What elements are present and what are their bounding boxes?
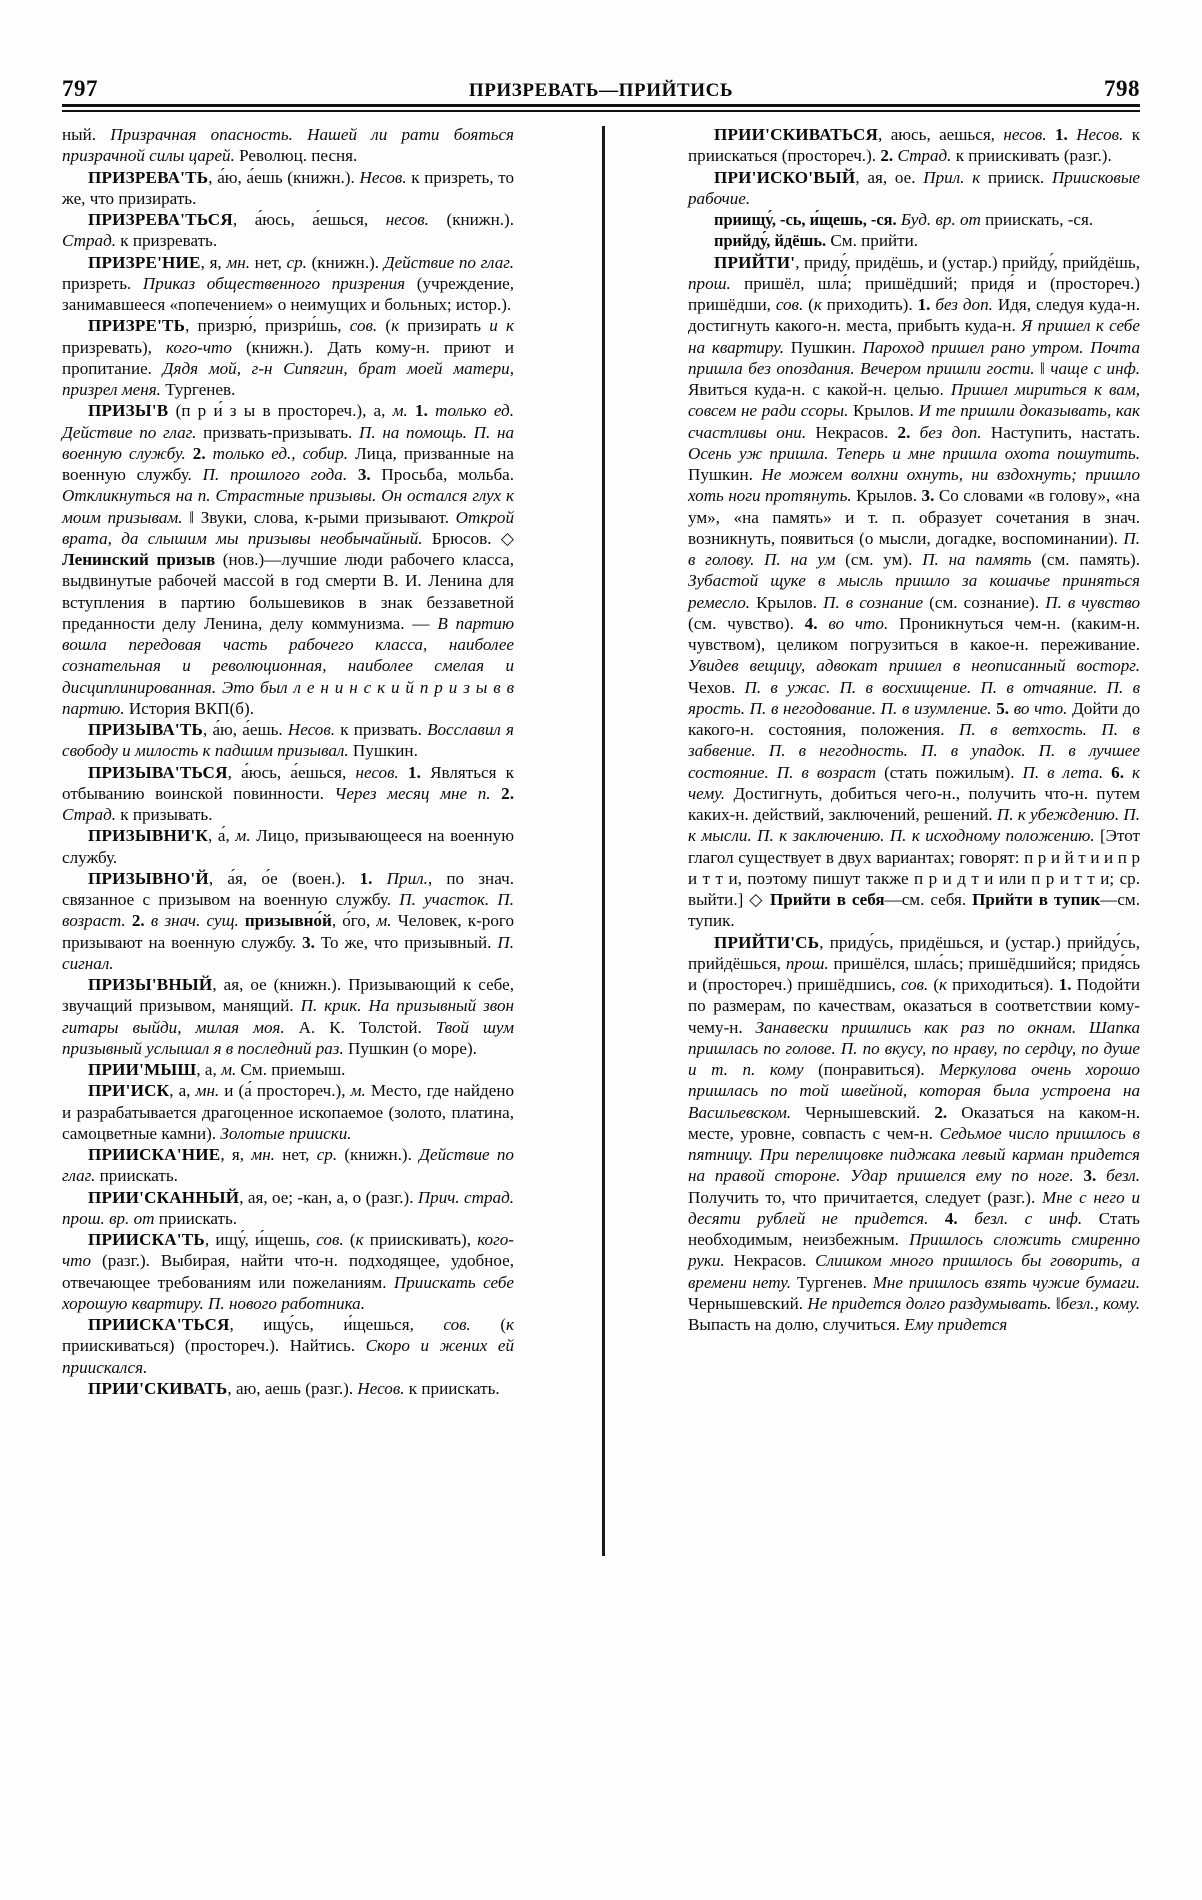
dictionary-entry bbox=[62, 825, 514, 868]
header-rule-thin bbox=[62, 110, 1140, 112]
dictionary-entry bbox=[62, 167, 514, 210]
dictionary-entry bbox=[62, 868, 514, 974]
text-body bbox=[62, 124, 1140, 1864]
entry-headword: ПРИЗРЕВА'ТЬСЯ bbox=[88, 210, 233, 229]
entry-definition: , приду́, придёшь, и (устар.) прийду́, прийдёшь, прош. пришёл, шла́; пришёдший; придя́ и (простореч.) пришёдши, сов. (к приходить). 1. без доп. Идя, следуя куда-н. достигнуть какого-н. места, прибыть куда-н. Я пришел к себе на квартиру. Пушкин. Пароход пришел рано утром. Почта пришла без опоздания. Вечером пришли гости. ‖ чаще с инф. Явиться куда-н. с какой-н. целью. Пришел мириться к вам, совсем не ради ссоры. Крылов. И те пришли доказывать, как счастливы они. Некрасов. 2. без доп. Наступить, настать. Осень уж пришла. Теперь и мне пришла охота пошутить. Пушкин. Не можем волхни охнуть, ни вздохнуть; пришло хоть ноги протянуть. Крылов. 3. Со словами «в голову», «на ум», «на память» и т. п. образует сочетания в знач. возникнуть, появиться (о мысли, догадке, воспоминании). П. в голову. П. на ум (см. ум). П. на память (см. память). Зубастой щуке в мысль пришло за кошачье приняться ремесло. Крылов. П. в сознание (см. сознание). П. в чувство (см. чувство). 4. во что. Проникнуться чем-н. (каким-н. чувством), целиком погрузиться в какое-н. переживание. Увидев вещицу, адвокат пришел в неописанный восторг. Чехов. П. в ужас. П. в восхищение. П. в отчаяние. П. в ярость. П. в негодование. П. в изумление. 5. во что. Дойти до какого-н. состояния, положения. П. в ветхость. П. в забвение. П. в негодность. П. в упадок. П. в лучшее состояние. П. в возраст (стать пожилым). П. в лета. 6. к чему. Достигнуть, добиться чего-н., получить что-н. путем каких-н. действий, заключений, решений. П. к убеждению. П. к мысли. П. к заключению. П. к исходному положению. [Этот глагол существует в двух вариантах; говорят: п р и й т и и п р и т т и, поэтому пишут также п р и д т и или п р и т т и; ср. выйти.] ◇ Прийти в себя—см. себя. Прийти в тупик—см. тупик. bbox=[688, 252, 1141, 931]
column-right bbox=[688, 124, 1140, 1335]
dictionary-entry bbox=[62, 315, 514, 400]
dictionary-entry bbox=[688, 124, 1140, 167]
entry-definition: , аюсь, аешься, несов. 1. Несов. к приискаться (простореч.). 2. Страд. к приискивать (разг.). bbox=[688, 125, 1140, 166]
entry-definition: (п р и́ з ы в простореч.), а, м. 1. только ед. Действие по глаг. призвать-призывать. П. на помощь. П. на военную службу. 2. только ед., собир. Лица, призванные на военную службу. П. прошлого года. 3. Просьба, мольба. Откликнуться на п. Страстные призывы. Он остался глух к моим призывам. ‖ Звуки, слова, к-рыми призывают. Открой врата, да слышим мы призывы необычайный. Брюсов. ◇ Ленинский призыв (нов.)—лучшие люди рабочего класса, выдвинутые рабочей массой в год смерти В. И. Ленина для вступления в партию большевиков в знак беззаветной преданности делу Ленина, делу коммунизма. — В партию вошла передовая часть рабочего класса, наиболее сознательная и революционная, наиболее смелая и дисциплинированная. Это был л е н и н с к и й п р и з ы в в партию. История ВКП(б). bbox=[62, 401, 515, 718]
running-head bbox=[62, 62, 1140, 102]
entry-headword: прийду́, йдёшь. bbox=[714, 231, 827, 251]
entry-definition: , приду́сь, придёшься, и (устар.) прийду́сь, прийдёшься, прош. пришёлся, шла́сь; пришёдшийся; придя́сь и (простореч.) пришёдшись, сов. (к приходиться). 1. Подойти по размерам, по качествам, оказаться в соответствии кому-чему-н. Занавески пришлись как раз по окнам. Шапка пришлась по голове. П. по вкусу, по нраву, по сердцу, по душе и т. п. кому (понравиться). Меркулова очень хорошо пришлась по той швейной, которая была устроена на Васильевском. Чернышевский. 2. Оказаться на каком-н. месте, уровне, совпасть с чем-н. Седьмое число пришлось в пятницу. При перелицовке пиджака левый карман придется на правой стороне. Удар пришелся ему по ноге. 3. безл. Получить то, что причитается, следует (разг.). Мне с него и десяти рублей не придется. 4. безл. с инф. Стать необходимым, неизбежным. Пришлось сложить смиренно руки. Некрасов. Слишком много пришлось бы говорить, а времени нету. Тургенев. Мне пришлось взять чужие бумаги. Чернышевский. Не придется долго раздумывать. ‖безл., кому. Выпасть на долю, случиться. Ему придется bbox=[688, 932, 1141, 1334]
entry-definition: , аю, аешь (разг.). Несов. к приискать. bbox=[227, 1378, 500, 1398]
entry-definition: , ая, ое (книжн.). Призывающий к себе, звучащий призывом, манящий. П. крик. На призывный звон гитары выйди, милая моя. А. К. Толстой. Твой шум призывный услышал я в последний раз. Пушкин (о море). bbox=[62, 975, 515, 1058]
entry-definition: , ищу́, и́щешь, сов. (к приискивать), кого-что (разг.). Выбирая, найти что-н. подходящее, удобное, отвечающее требованиям или пожеланиям. Приискать себе хорошую квартиру. П. нового работника. bbox=[62, 1230, 515, 1313]
entry-headword: ПРИЗЫ'ВНЫЙ bbox=[88, 975, 213, 994]
entry-list-left bbox=[62, 167, 514, 1400]
dictionary-entry bbox=[62, 400, 514, 719]
entry-list-right bbox=[688, 124, 1140, 1335]
entry-headword: ПРИЗЫВНИ'К bbox=[88, 826, 208, 846]
dictionary-entry bbox=[62, 1314, 514, 1378]
entry-headword: ПРИИСКА'ТЬ bbox=[88, 1230, 205, 1249]
entry-headword: ПРИЗРЕ'ТЬ bbox=[88, 316, 186, 336]
entry-headword: ПРИЗЫВА'ТЬСЯ bbox=[88, 762, 228, 782]
folio-right: 798 bbox=[1104, 76, 1140, 101]
entry-definition: , а́, м. Лицо, призывающееся на военную службу. bbox=[62, 826, 514, 867]
dictionary-entry bbox=[688, 230, 1140, 251]
entry-headword: ПРИИСКА'ТЬСЯ bbox=[88, 1315, 230, 1334]
entry-headword: ПРИЗРЕ'НИЕ bbox=[88, 252, 201, 272]
entry-headword: ПРИ'ИСК bbox=[88, 1081, 170, 1101]
folio-left: 797 bbox=[62, 76, 98, 101]
header-rule-thick bbox=[62, 104, 1140, 107]
dictionary-entry bbox=[62, 762, 514, 826]
entry-headword: ПРИИ'МЫШ bbox=[88, 1060, 197, 1079]
dictionary-entry bbox=[62, 209, 514, 252]
entry-definition: , я, мн. нет, ср. (книжн.). Действие по глаг. призреть. Приказ общественного призрения (учреждение, занимавшееся «попечением» о неимущих и больных; истор.). bbox=[62, 252, 514, 314]
entry-headword: ПРИЗЫВНО'Й bbox=[88, 868, 209, 888]
entry-definition: См. прийти. bbox=[826, 231, 919, 251]
dictionary-entry bbox=[688, 167, 1140, 210]
dictionary-entry bbox=[62, 1144, 514, 1187]
entry-headword: ПРИИ'СКИВАТЬ bbox=[88, 1378, 228, 1398]
entry-headword: ПРИЙТИ'СЬ bbox=[714, 932, 820, 952]
entry-definition: , а́ю, а́ешь. Несов. к призвать. Восславил я свободу и милость к падшим призывал. Пушкин. bbox=[62, 720, 515, 761]
dictionary-entry bbox=[62, 719, 514, 762]
entry-definition: , а́юсь, а́ешься, несов. 1. Являться к отбыванию воинской повинности. Через месяц мне п. 2. Страд. к призывать. bbox=[62, 762, 514, 824]
entry-definition: , ищу́сь, и́щешься, сов. (к приискиваться) (простореч.). Найтись. Скоро и жених ей приискался. bbox=[62, 1315, 515, 1377]
column-left bbox=[62, 124, 514, 1399]
entry-definition: , ая, ое. Прил. к прииск. Приисковые рабочие. bbox=[688, 167, 1141, 208]
dictionary-entry bbox=[62, 974, 514, 1059]
entry-definition: , я, мн. нет, ср. (книжн.). Действие по глаг. приискать. bbox=[62, 1145, 514, 1186]
dictionary-entry bbox=[62, 1378, 514, 1399]
entry-headword: ПРИИСКА'НИЕ bbox=[88, 1145, 221, 1164]
column-divider bbox=[602, 126, 605, 1556]
entry-definition: , а́я, о́е (воен.). 1. Прил., по знач. связанное с призывом на военную службу. П. участок. П. возраст. 2. в знач. сущ. призывно́й, о́го, м. Человек, к-рого призывают на военную службу. 3. То же, что призывный. П. сигнал. bbox=[62, 868, 515, 973]
running-head-title: ПРИЗРЕВАТЬ—ПРИЙТИСЬ bbox=[468, 80, 734, 101]
entry-headword: ПРИЗРЕВА'ТЬ bbox=[88, 167, 209, 187]
entry-headword: ПРИЙТИ' bbox=[714, 252, 796, 272]
continuation-paragraph: ный. Призрачная опасность. Нашей ли рати бояться призрачной силы царей. Революц. песня. bbox=[62, 125, 515, 166]
entry-definition: , ая, ое; -кан, а, о (разг.). Прич. страд. прош. вр. от приискать. bbox=[62, 1187, 514, 1228]
entry-definition: Буд. вр. от приискать, -ся. bbox=[900, 210, 1094, 229]
entry-definition: , а́ю, а́ешь (книжн.). Несов. к призреть, то же, что призирать. bbox=[62, 167, 514, 208]
entry-definition: , а́юсь, а́ешься, несов. (книжн.). Страд. к призревать. bbox=[62, 210, 514, 251]
dictionary-entry bbox=[62, 1080, 514, 1144]
dictionary-entry bbox=[62, 252, 514, 316]
entry-headword: ПРИЗЫВА'ТЬ bbox=[88, 720, 203, 739]
entry-headword: ПРИИ'СКИВАТЬСЯ bbox=[714, 125, 879, 144]
dictionary-entry bbox=[62, 1229, 514, 1314]
dictionary-entry bbox=[62, 1187, 514, 1230]
entry-headword: ПРИЗЫ'В bbox=[88, 401, 169, 421]
entry-headword: ПРИИ'СКАННЫЙ bbox=[88, 1187, 240, 1207]
entry-headword: ПРИ'ИСКО'ВЫЙ bbox=[714, 167, 856, 187]
dictionary-entry bbox=[688, 932, 1140, 1336]
dictionary-entry bbox=[688, 252, 1140, 932]
dictionary-entry bbox=[62, 1059, 514, 1080]
dictionary-entry bbox=[688, 209, 1140, 230]
entry-definition: , призрю́, призри́шь, сов. (к призирать и к призревать), кого-что (книжн.). Дать кому-н. приют и пропитание. Дядя мой, г-н Сипягин, брат моей матери, призрел меня. Тургенев. bbox=[62, 316, 515, 399]
entry-definition: , а, мн. и (а́ простореч.), м. Место, где найдено и разрабатывается драгоценное ископаемое (золото, платина, самоцветные камни). Золотые прииски. bbox=[62, 1081, 515, 1143]
entry-headword: приищу́, -сь, и́щешь, -ся. bbox=[714, 210, 897, 229]
entry-definition: , а, м. См. приемыш. bbox=[196, 1060, 346, 1079]
